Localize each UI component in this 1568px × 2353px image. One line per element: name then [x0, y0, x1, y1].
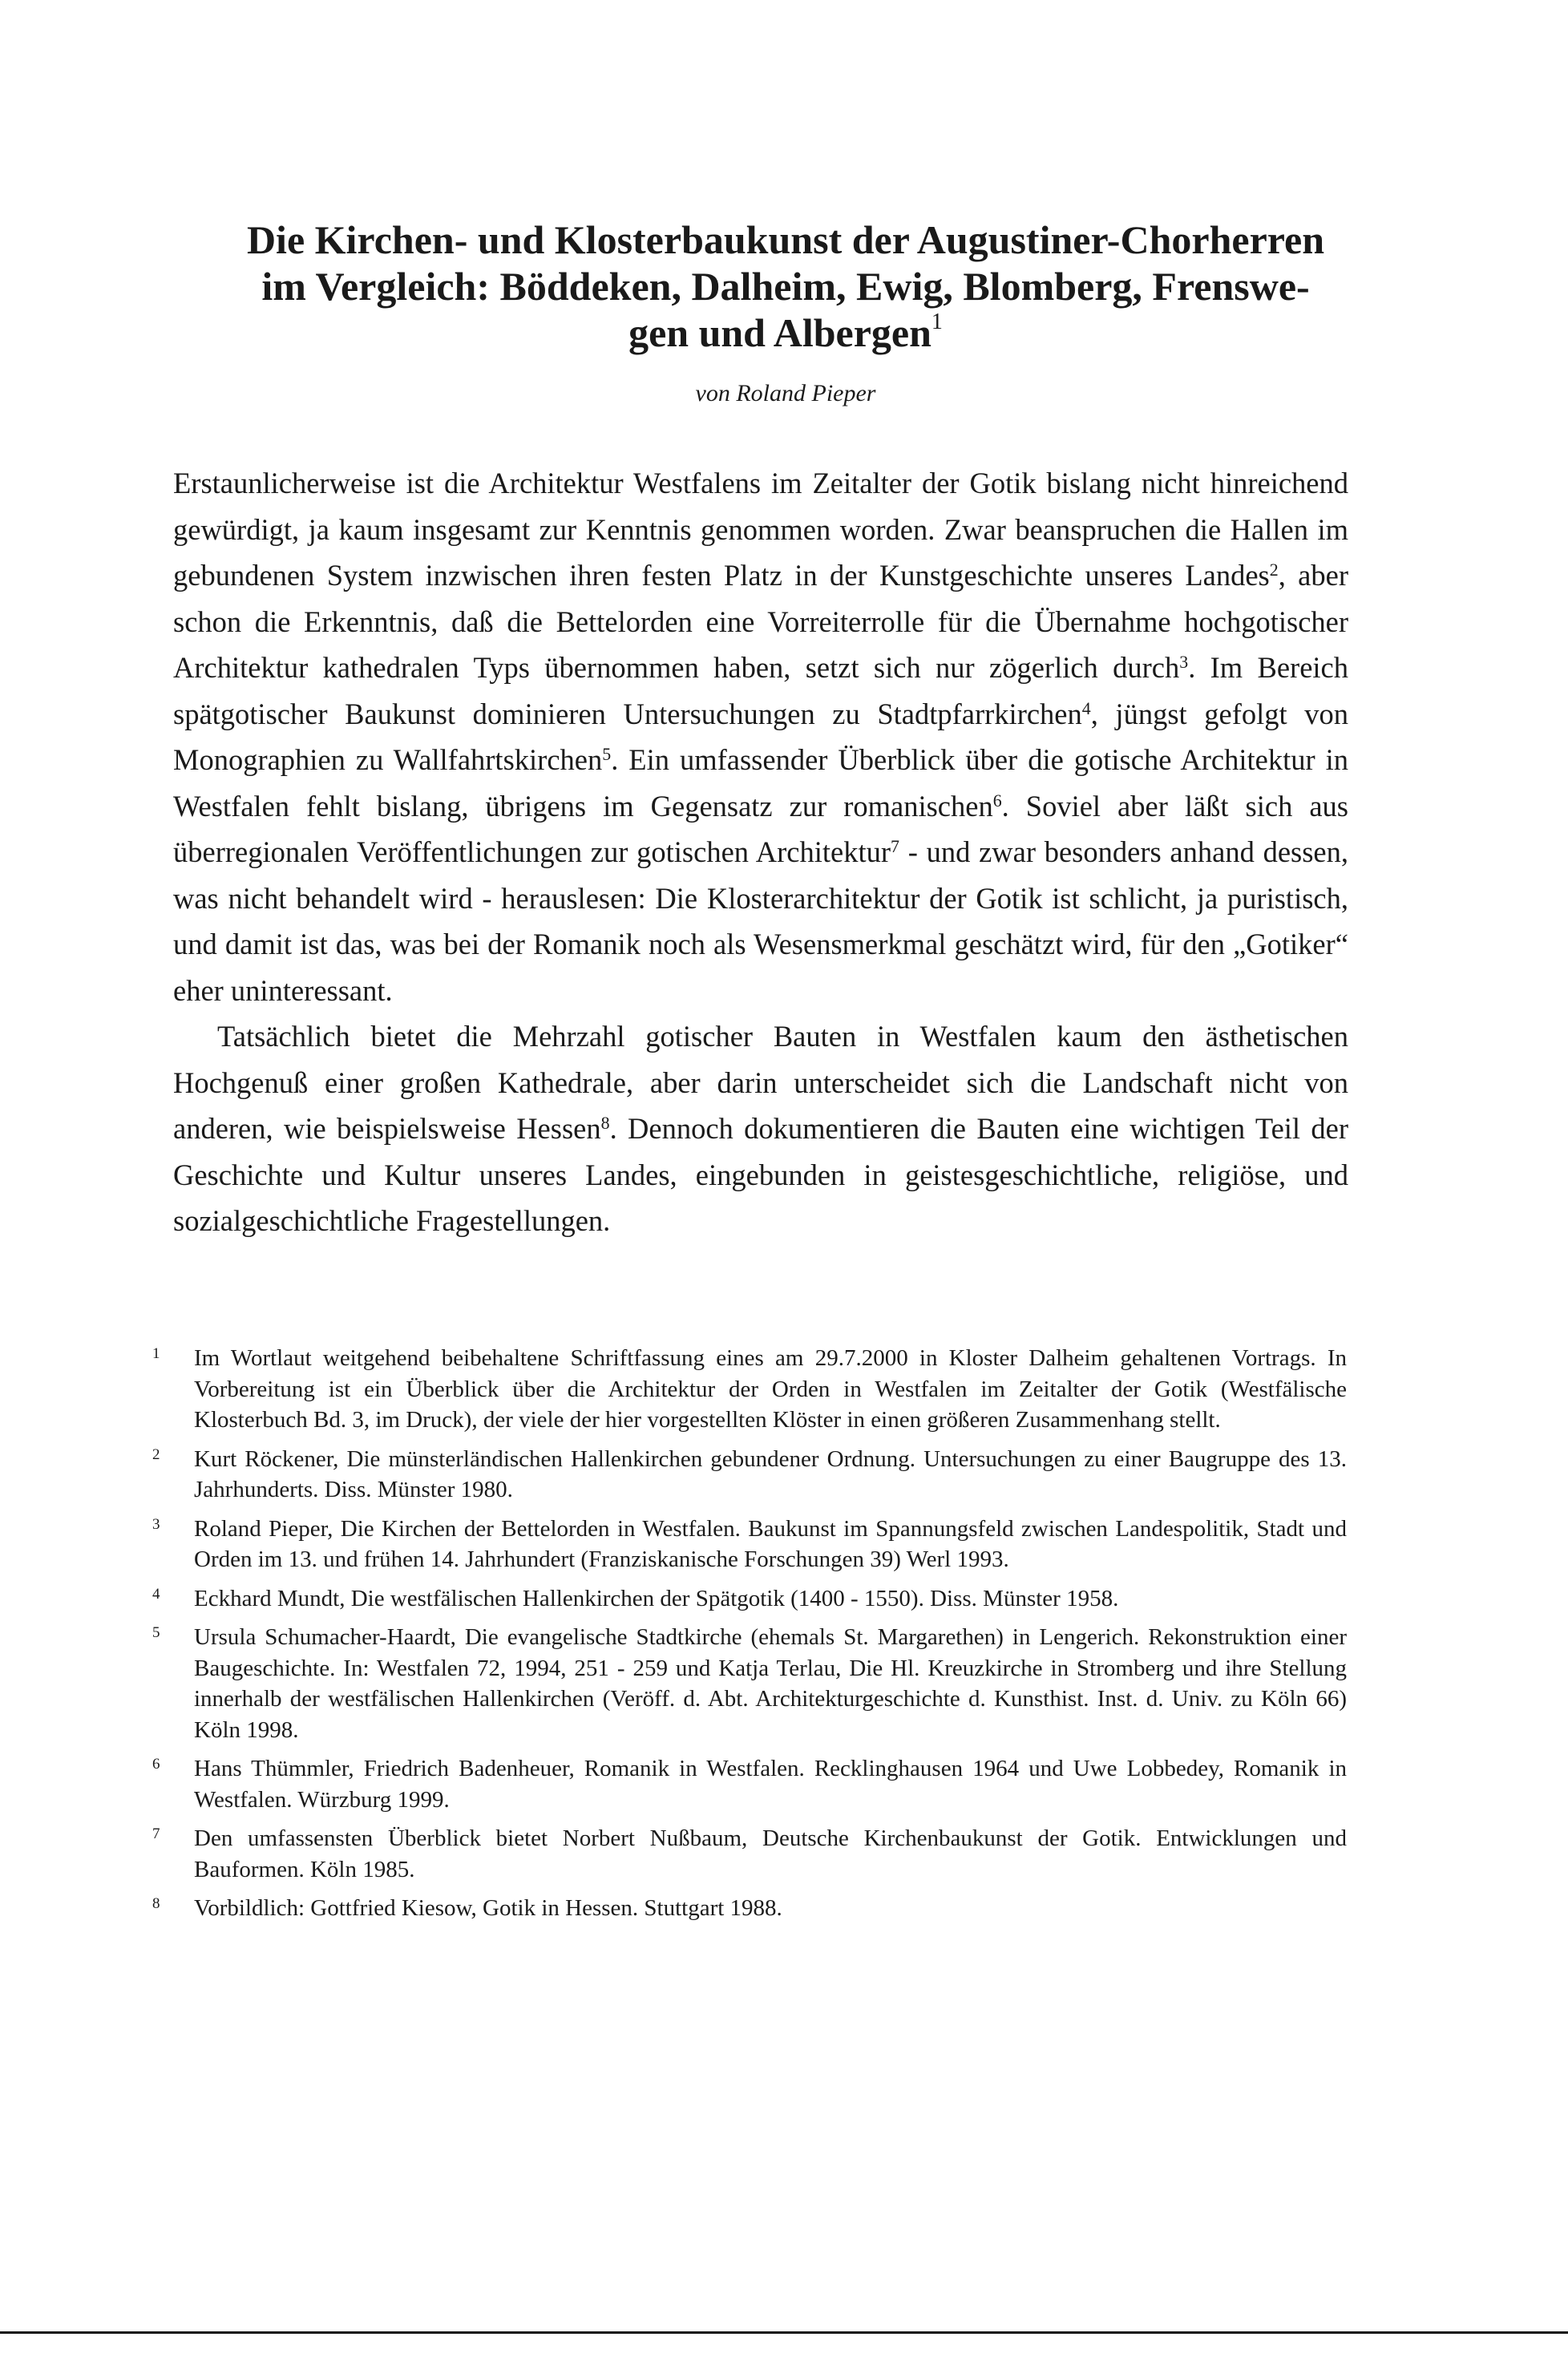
footnote-1 — [144, 1343, 1347, 1436]
footnote-number: 3 — [152, 1515, 160, 1533]
footnote-number: 8 — [152, 1895, 160, 1912]
footnote-ref-5[interactable]: 5 — [602, 743, 612, 764]
title-footnote-ref[interactable]: 1 — [931, 309, 943, 334]
footnote-text: Roland Pieper, Die Kirchen der Bettelorden in Westfalen. Baukunst im Spannungsfeld zwischen Landespolitik, Stadt und Orden im 13. und frühen 14. Jahrhundert (Franziskanische Forschungen 39) Werl 1993. — [194, 1515, 1347, 1572]
footnote-4 — [144, 1583, 1347, 1615]
footnote-text: Kurt Röckener, Die münsterländischen Hallenkirchen gebundener Ordnung. Untersuchungen zu einer Baugruppe des 13. Jahrhunderts. Diss. Münster 1980. — [194, 1445, 1347, 1502]
footnote-number: 6 — [152, 1756, 160, 1773]
title-line-3: gen und Albergen — [628, 310, 932, 355]
footnote-number: 7 — [152, 1825, 160, 1842]
paragraph-1-text: , aber schon die Erkenntnis, daß die Bettelorden eine Vorreiterrolle für die Übernahme hochgotischer Architektur kathedralen Typs übernommen haben, setzt sich nur zögerlich durch — [173, 559, 1348, 684]
paragraph-2-text: Tatsächlich bietet die Mehrzahl gotischer Bauten in Westfalen kaum den ästhetischen Hochgenuß einer großen Kathedrale, aber darin unterscheidet sich die Landschaft nicht von anderen, wie beispielsweise Hessen — [173, 1020, 1348, 1145]
paragraph-1 — [173, 460, 1348, 1013]
footnote-text: Im Wortlaut weitgehend beibehaltene Schriftfassung eines am 29.7.2000 in Kloster Dalheim gehaltenen Vortrags. In Vorbereitung ist ein Überblick über die Architektur der Orden in Westfalen im Zeitalter der Gotik (Westfälische Klosterbuch Bd. 3, im Druck), der viele der hier vorgestellten Klöster in einen größeren Zusammenhang stellt. — [194, 1345, 1347, 1433]
paragraph-2-text: . Dennoch dokumentieren die Bauten eine wichtigen Teil der Geschichte und Kultur unseres Landes, eingebunden in geistesgeschichtliche, religiöse, und sozialgeschichtliche Fragestellungen. — [173, 1112, 1348, 1237]
article-title — [160, 216, 1411, 356]
footnote-7 — [144, 1823, 1347, 1885]
footnote-text: Vorbildlich: Gottfried Kiesow, Gotik in Hessen. Stuttgart 1988. — [194, 1895, 782, 1921]
footnote-ref-3[interactable]: 3 — [1179, 651, 1189, 672]
footnote-ref-6[interactable]: 6 — [992, 790, 1002, 811]
paragraph-1-text: . Im Bereich spätgotischer Baukunst dominieren Untersuchungen zu Stadtpfarrkirchen — [173, 651, 1348, 730]
footnote-3 — [144, 1514, 1347, 1575]
footnote-number: 4 — [152, 1585, 160, 1603]
author-byline: von Roland Pieper — [695, 380, 876, 406]
footnote-number: 5 — [152, 1624, 160, 1641]
paragraph-1-text: Erstaunlicherweise ist die Architektur Westfalens im Zeitalter der Gotik bislang nicht hinreichend gewürdigt, ja kaum insgesamt zur Kenntnis genommen worden. Zwar beanspruchen die Hallen im gebundenen System inzwischen ihren festen Platz in der Kunstgeschichte unseres Landes — [173, 467, 1348, 592]
footnote-6 — [144, 1753, 1347, 1815]
paragraph-1-text: , jüngst gefolgt von Monographien zu Wallfahrtskirchen — [173, 697, 1348, 776]
paragraph-1-text: - und zwar besonders anhand dessen, was nicht behandelt wird - herauslesen: Die Klosterarchitektur der Gotik ist schlicht, ja puristisch, und damit ist das, was bei der Romanik noch als Wesensmerkmal geschätzt wird, für den „Gotiker“ eher uninteressant. — [173, 835, 1348, 1007]
footnote-ref-2[interactable]: 2 — [1269, 559, 1279, 580]
bottom-rule — [0, 2331, 1568, 2334]
paragraph-1-text: . Soviel aber läßt sich aus überregionalen Veröffentlichungen zur gotischen Architektur — [173, 789, 1348, 868]
footnote-2 — [144, 1444, 1347, 1506]
paragraph-2 — [173, 1013, 1348, 1244]
footnote-text: Eckhard Mundt, Die westfälischen Hallenkirchen der Spätgotik (1400 - 1550). Diss. Münster 1958. — [194, 1585, 1119, 1611]
title-line-1: Die Kirchen- und Klosterbaukunst der Augustiner-Chorherren — [246, 217, 1325, 262]
footnote-ref-4[interactable]: 4 — [1081, 697, 1091, 718]
body-text — [173, 460, 1348, 1244]
footnotes — [144, 1343, 1347, 1932]
paragraph-1-text: . Ein umfassender Überblick über die gotische Architektur in Westfalen fehlt bislang, übrigens im Gegensatz zur romanischen — [173, 743, 1348, 823]
footnote-number: 2 — [152, 1445, 160, 1463]
footnote-8 — [144, 1893, 1347, 1924]
footnote-text: Hans Thümmler, Friedrich Badenheuer, Romanik in Westfalen. Recklinghausen 1964 und Uwe Lobbedey, Romanik in Westfalen. Würzburg 1999. — [194, 1756, 1347, 1813]
footnote-number: 1 — [152, 1345, 160, 1362]
footnote-ref-8[interactable]: 8 — [600, 1112, 610, 1133]
footnote-text: Den umfassensten Überblick bietet Norbert Nußbaum, Deutsche Kirchenbaukunst der Gotik. Entwicklungen und Bauformen. Köln 1985. — [194, 1825, 1347, 1882]
footnote-ref-7[interactable]: 7 — [891, 835, 899, 856]
footnote-5 — [144, 1622, 1347, 1745]
footnote-text: Ursula Schumacher-Haardt, Die evangelische Stadtkirche (ehemals St. Margarethen) in Lengerich. Rekonstruktion einer Baugeschichte. In: Westfalen 72, 1994, 251 - 259 und Katja Terlau, Die Hl. Kreuzkirche in Stromberg und ihre Stellung innerhalb der westfälischen Hallenkirchen (Veröff. d. Abt. Architekturgeschichte d. Kunsthist. Inst. d. Univ. zu Köln 66) Köln 1998. — [194, 1624, 1347, 1743]
title-line-2: im Vergleich: Böddeken, Dalheim, Ewig, Blomberg, Frenswe- — [261, 264, 1310, 309]
